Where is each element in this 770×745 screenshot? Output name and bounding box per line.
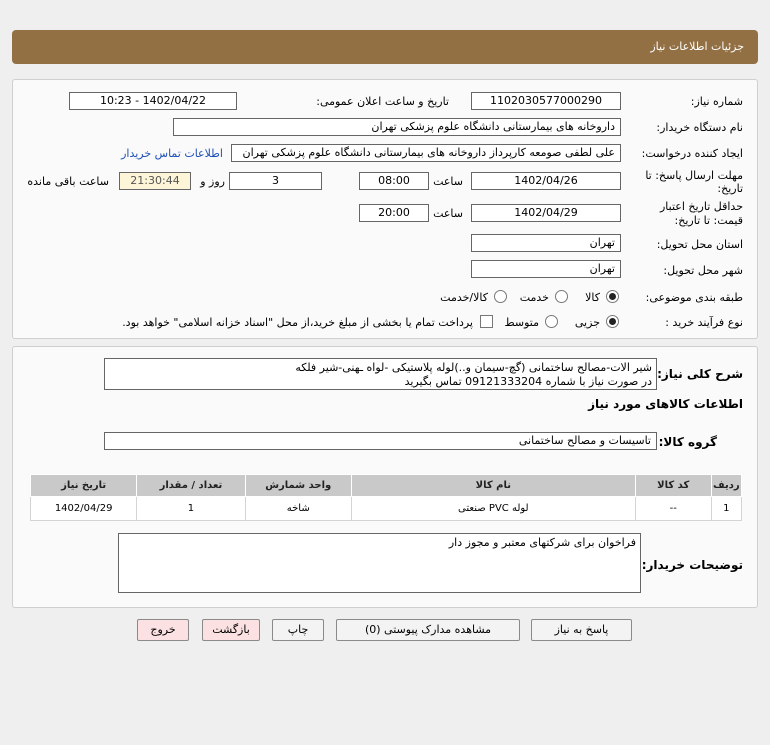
process-medium-radio[interactable] — [545, 315, 558, 328]
category-label: طبقه بندی موضوعی: — [645, 291, 743, 304]
validity-label: حداقل تاریخ اعتبار — [659, 200, 743, 213]
summary-line-1: شیر الات-مصالح ساختمانی (گچ-سیمان و..)لوله پلاستیکی -لواه ـهنی-شیر فلکه — [295, 361, 652, 374]
process-small-radio[interactable] — [606, 315, 619, 328]
col-unit: واحد شمارش — [245, 475, 351, 497]
validity-time-field: 20:00 — [359, 204, 429, 222]
category-goods-service-radio[interactable] — [494, 290, 507, 303]
buyer-notes-label: توضیحات خریدار: — [641, 558, 743, 572]
deadline-label: مهلت ارسال پاسخ: تا — [645, 169, 743, 182]
col-need-date: تاریخ نیاز — [31, 475, 137, 497]
deadline-date-field: 1402/04/26 — [471, 172, 621, 190]
remaining-label: ساعت باقی مانده — [27, 175, 109, 188]
cell-need-date: 1402/04/29 — [31, 497, 137, 521]
remaining-time-field: 21:30:44 — [119, 172, 191, 190]
announce-datetime-field: 1402/04/22 - 10:23 — [69, 92, 237, 110]
goods-section-title: اطلاعات کالاهای مورد نیاز — [588, 397, 743, 411]
reply-button[interactable]: پاسخ به نیاز — [531, 619, 632, 641]
need-info-panel — [12, 79, 758, 339]
col-quantity: تعداد / مقدار — [137, 475, 245, 497]
process-small-label: جزیی — [574, 316, 600, 329]
city-label: شهر محل تحویل: — [663, 264, 743, 277]
days-remaining-field: 3 — [229, 172, 322, 190]
days-word: روز و — [200, 175, 225, 188]
back-button[interactable]: بازگشت — [202, 619, 260, 641]
province-label: استان محل تحویل: — [656, 238, 743, 251]
goods-group-field: تاسیسات و مصالح ساختمانی — [104, 432, 657, 450]
category-goods-service-label: کالا/خدمت — [440, 291, 488, 304]
province-field: تهران — [471, 234, 621, 252]
summary-field — [104, 358, 657, 390]
need-number-label: شماره نیاز: — [690, 95, 743, 108]
deadline-time-field: 08:00 — [359, 172, 429, 190]
cell-name: لوله PVC صنعتی — [351, 497, 635, 521]
buyer-contact-link[interactable]: اطلاعات تماس خریدار — [121, 147, 223, 160]
cell-row: 1 — [711, 497, 741, 521]
summary-line-2: در صورت نیاز با شماره 09121333204 تماس بگیرید — [404, 375, 652, 388]
print-button[interactable]: چاپ — [272, 619, 324, 641]
col-code: کد کالا — [635, 475, 711, 497]
announce-datetime-label: تاریخ و ساعت اعلان عمومی: — [316, 95, 449, 108]
cell-unit: شاخه — [245, 497, 351, 521]
buyer-org-field: داروخانه های بیمارستانی دانشگاه علوم پزشکی تهران — [173, 118, 621, 136]
category-goods-label: کالا — [585, 291, 600, 304]
summary-label: شرح کلی نیاز: — [657, 367, 743, 381]
col-row: ردیف — [711, 475, 741, 497]
deadline-label-date: تاریخ: — [717, 182, 743, 195]
buyer-notes-text: فراخوان برای شرکتهای معتبر و مجوز دار — [448, 536, 636, 549]
creator-label: ایجاد کننده درخواست: — [641, 147, 743, 160]
process-medium-label: متوسط — [504, 316, 539, 329]
validity-time-label: ساعت — [433, 207, 463, 220]
view-attachments-button[interactable]: مشاهده مدارک پیوستی (0) — [336, 619, 520, 641]
category-service-radio[interactable] — [555, 290, 568, 303]
creator-field: علی لطفی صومعه کارپرداز داروخانه های بیمارستانی دانشگاه علوم پزشکی تهران — [231, 144, 621, 162]
need-description-panel — [12, 346, 758, 608]
validity-label-date: قیمت: تا تاریخ: — [674, 214, 743, 227]
page-header — [12, 30, 758, 64]
validity-date-field: 1402/04/29 — [471, 204, 621, 222]
treasury-payment-checkbox[interactable] — [480, 315, 493, 328]
table-row — [31, 497, 742, 521]
buyer-org-label: نام دستگاه خریدار: — [656, 121, 743, 134]
goods-table-header — [31, 475, 742, 497]
need-number-field: 1102030577000290 — [471, 92, 621, 110]
category-goods-radio[interactable] — [606, 290, 619, 303]
page-title: جزئیات اطلاعات نیاز — [650, 40, 744, 53]
exit-button[interactable]: خروج — [137, 619, 189, 641]
process-label: نوع فرآیند خرید : — [665, 316, 743, 329]
cell-code: -- — [635, 497, 711, 521]
goods-table — [30, 474, 742, 521]
category-service-label: خدمت — [519, 291, 549, 304]
goods-group-label: گروه کالا: — [658, 435, 717, 449]
deadline-time-label: ساعت — [433, 175, 463, 188]
cell-quantity: 1 — [137, 497, 245, 521]
col-name: نام کالا — [351, 475, 635, 497]
city-field: تهران — [471, 260, 621, 278]
buyer-notes-field — [118, 533, 641, 593]
treasury-payment-note: پرداخت تمام یا بخشی از مبلغ خرید،از محل "اسناد خزانه اسلامی" خواهد بود. — [122, 316, 473, 329]
